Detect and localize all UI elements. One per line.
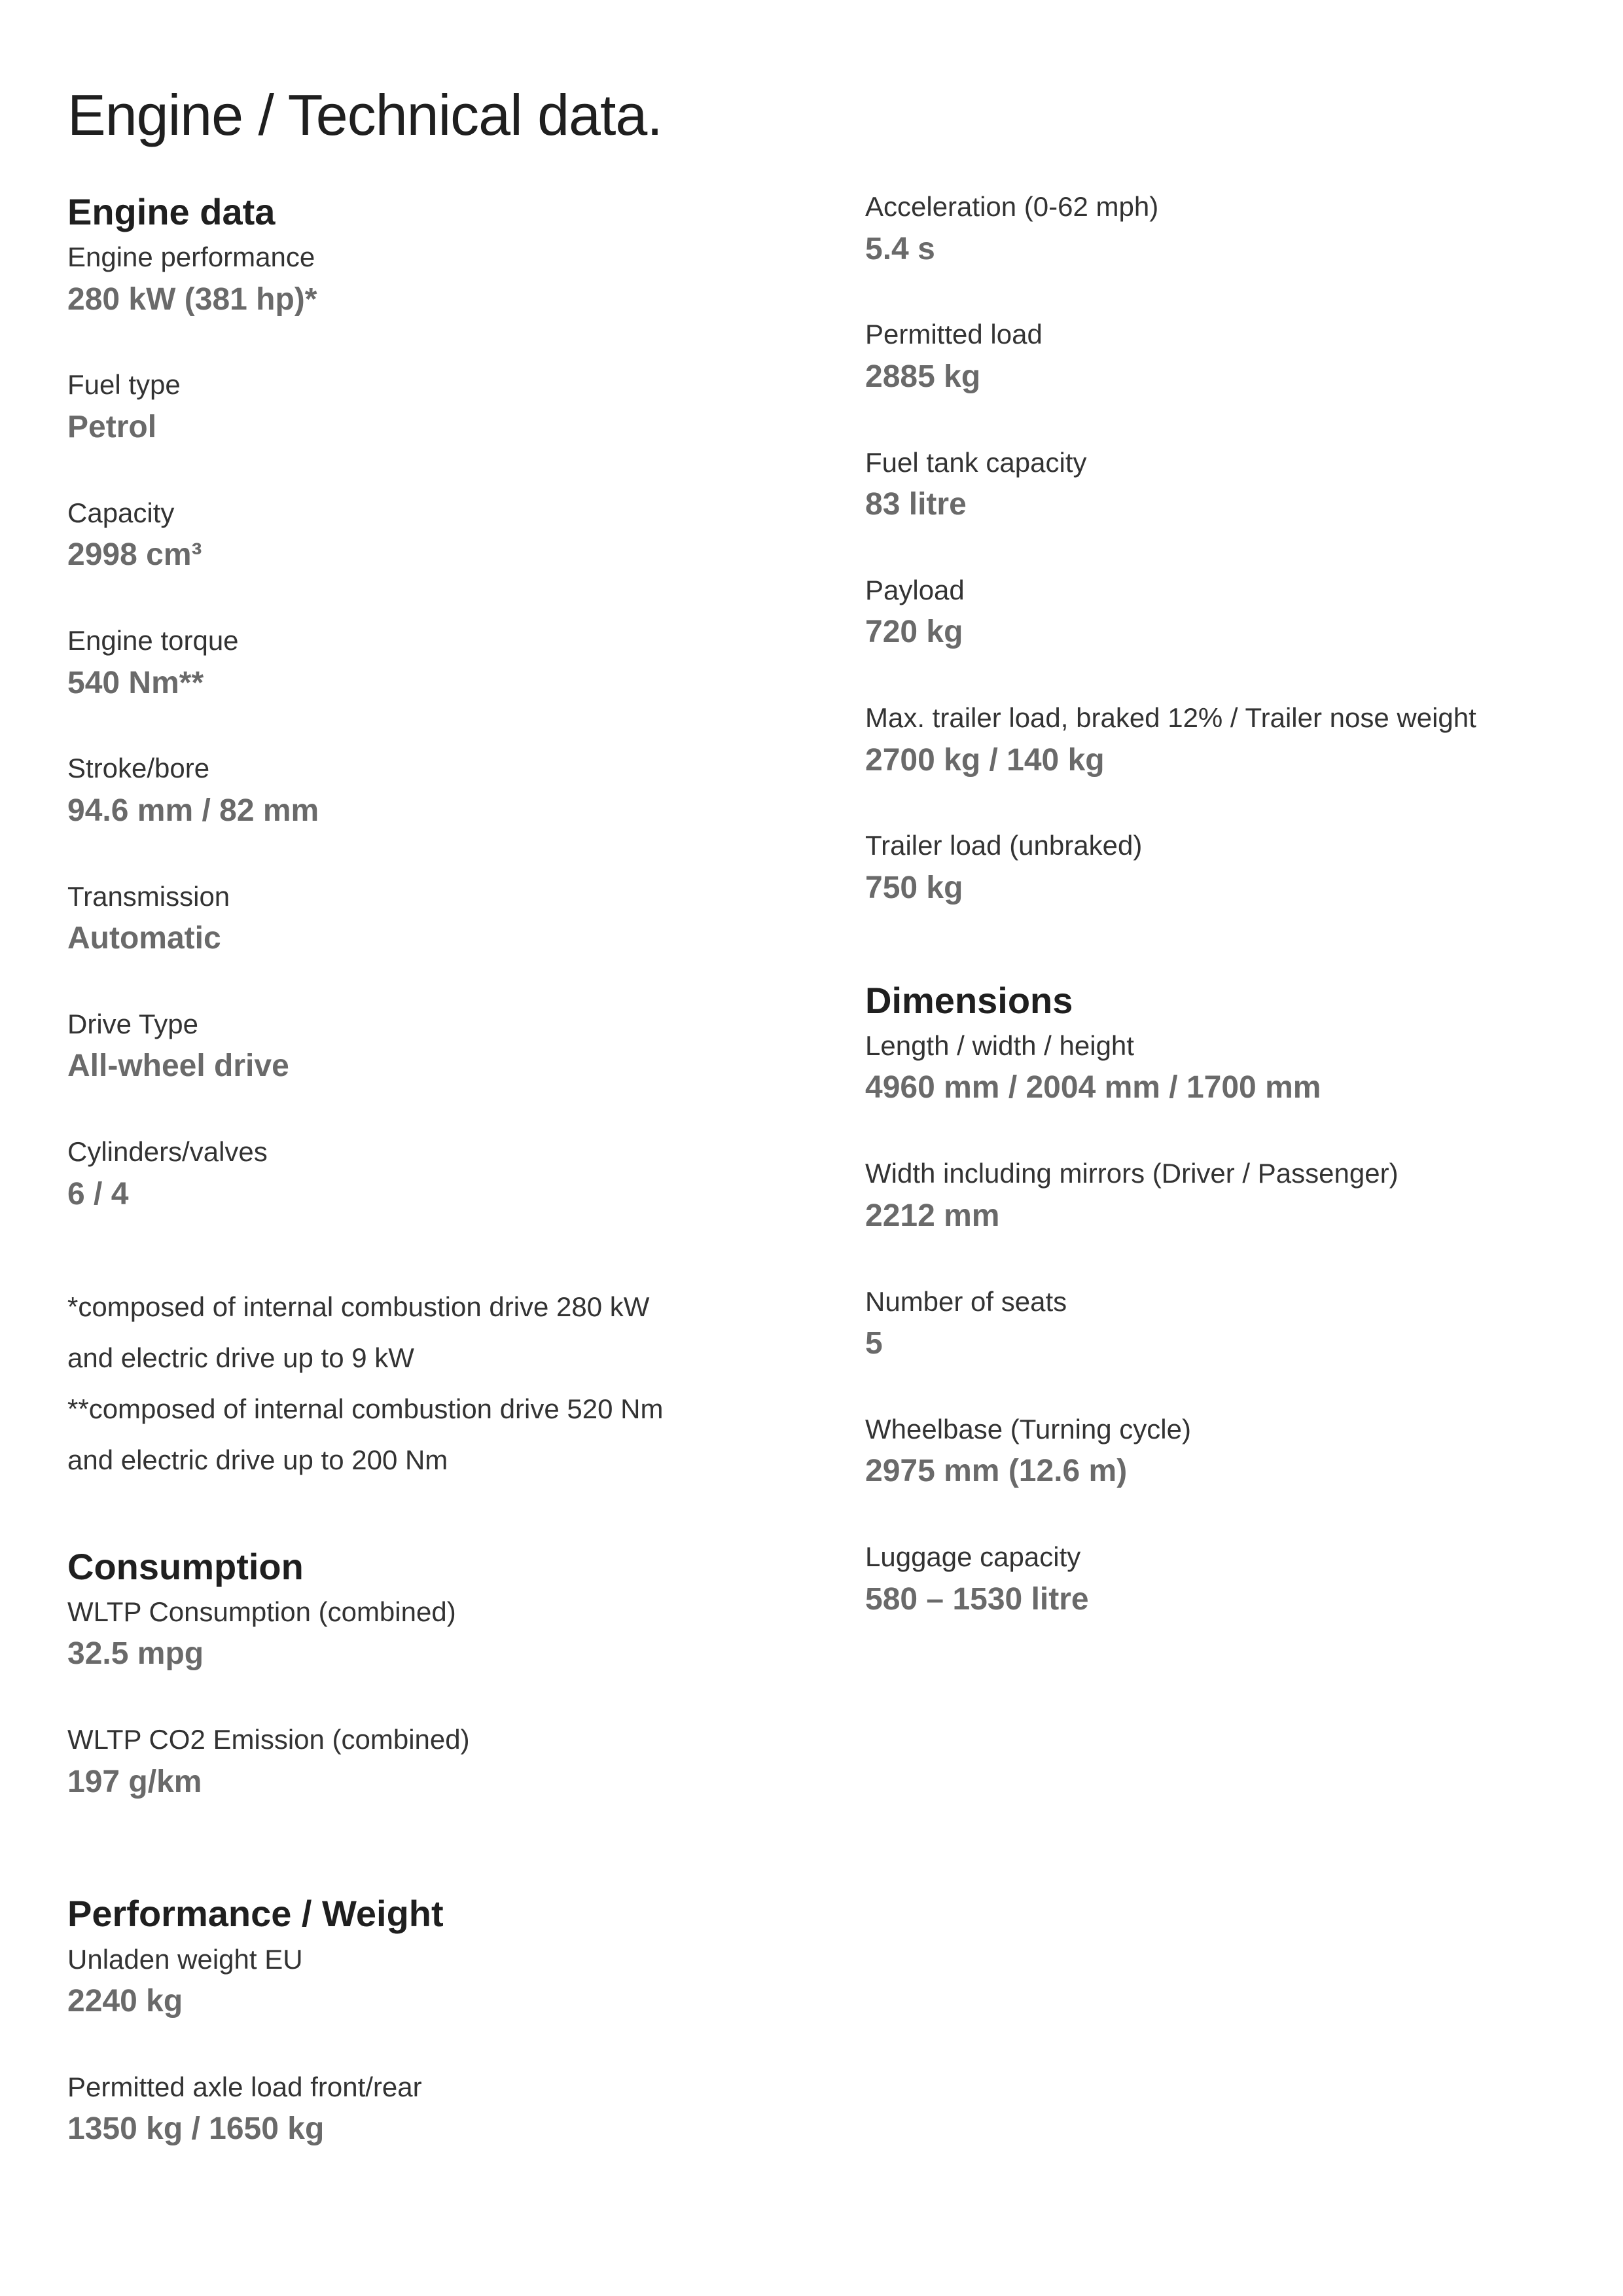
- spec-value: 2240 kg: [67, 1984, 183, 2019]
- spec-value: 2885 kg: [865, 359, 981, 394]
- spec-item-drive-type: [67, 1007, 840, 1088]
- footnote-line: **composed of internal combustion drive 520 Nm: [67, 1393, 664, 1424]
- spec-label: WLTP Consumption (combined): [67, 1596, 456, 1627]
- spec-item-transmission: [67, 880, 840, 960]
- spec-label: Engine performance: [67, 242, 315, 273]
- performance-weight-continued: [865, 190, 1585, 910]
- spec-value: 280 kW (381 hp)*: [67, 281, 317, 317]
- spec-label: Acceleration (0-62 mph): [865, 191, 1159, 222]
- performance-weight-section: [67, 1892, 840, 2151]
- spec-item-capacity: [67, 496, 840, 577]
- spec-label: Engine torque: [67, 625, 239, 656]
- spec-label: Permitted axle load front/rear: [67, 2071, 422, 2102]
- spec-value: 5: [865, 1326, 883, 1361]
- spec-label: Length / width / height: [865, 1030, 1134, 1061]
- spec-label: Fuel tank capacity: [865, 446, 1087, 478]
- spec-item-wltp-consumption: [67, 1595, 840, 1676]
- spec-value: 32.5 mpg: [67, 1636, 204, 1672]
- section-heading-consumption: Consumption: [67, 1545, 304, 1587]
- spec-item-permitted-load: [865, 317, 1585, 398]
- footnote-line: *composed of internal combustion drive 280 kW: [67, 1291, 650, 1322]
- spec-label: WLTP CO2 Emission (combined): [67, 1724, 470, 1755]
- spec-item-luggage: [865, 1540, 1585, 1621]
- spec-item-seats: [865, 1285, 1585, 1365]
- spec-value: 197 g/km: [67, 1764, 202, 1799]
- section-heading-engine-data: Engine data: [67, 191, 276, 232]
- right-column: [865, 190, 1585, 1621]
- spec-value: Automatic: [67, 921, 221, 956]
- spec-item-trailer-unbraked: [865, 829, 1585, 909]
- spec-value: 2975 mm (12.6 m): [865, 1454, 1128, 1489]
- spec-label: Drive Type: [67, 1008, 198, 1039]
- spec-label: Trailer load (unbraked): [865, 830, 1143, 861]
- spec-item-engine-torque: [67, 624, 840, 704]
- spec-item-length-width-height: [865, 1029, 1585, 1109]
- spec-value: 83 litre: [865, 487, 967, 522]
- spec-item-cylinders-valves: [67, 1135, 840, 1215]
- spec-item-wheelbase: [865, 1412, 1585, 1493]
- spec-label: Cylinders/valves: [67, 1136, 268, 1168]
- spec-item-payload: [865, 573, 1585, 654]
- spec-label: Width including mirrors (Driver / Passenger): [865, 1158, 1399, 1189]
- spec-value: 750 kg: [865, 870, 963, 905]
- spec-item-fuel-tank: [865, 446, 1585, 526]
- spec-item-fuel-type: [67, 368, 840, 448]
- footnote-line: and electric drive up to 9 kW: [67, 1342, 414, 1373]
- section-heading-performance-weight: Performance / Weight: [67, 1893, 444, 1935]
- spec-value: All-wheel drive: [67, 1049, 289, 1084]
- spec-item-acceleration: [865, 190, 1585, 270]
- section-heading-dimensions: Dimensions: [865, 979, 1073, 1021]
- spec-value: 2212 mm: [865, 1198, 1000, 1233]
- footnote-line: and electric drive up to 200 Nm: [67, 1444, 448, 1475]
- spec-label: Unladen weight EU: [67, 1943, 303, 1975]
- spec-item-wltp-co2: [67, 1723, 840, 1803]
- footnotes: [67, 1282, 840, 1486]
- page-title: Engine / Technical data.: [67, 82, 662, 147]
- spec-item-stroke-bore: [67, 751, 840, 832]
- spec-value: 540 Nm**: [67, 665, 204, 700]
- spec-value: 720 kg: [865, 615, 963, 650]
- left-column: [67, 190, 840, 2151]
- spec-value: Petrol: [67, 409, 157, 444]
- spec-item-width-mirrors: [865, 1157, 1585, 1237]
- spec-label: Wheelbase (Turning cycle): [865, 1413, 1191, 1444]
- spec-label: Number of seats: [865, 1285, 1067, 1317]
- spec-label: Transmission: [67, 880, 230, 912]
- spec-item-unladen-weight: [67, 1943, 840, 2023]
- spec-item-trailer-braked: [865, 701, 1585, 781]
- spec-label: Max. trailer load, braked 12% / Trailer nose weight: [865, 702, 1476, 734]
- spec-label: Capacity: [67, 497, 175, 528]
- spec-label: Stroke/bore: [67, 753, 210, 784]
- consumption-section: [67, 1545, 840, 1804]
- spec-item-axle-load: [67, 2070, 840, 2151]
- spec-value: 6 / 4: [67, 1176, 129, 1211]
- spec-label: Payload: [865, 574, 965, 605]
- spec-label: Luggage capacity: [865, 1541, 1081, 1573]
- spec-value: 94.6 mm / 82 mm: [67, 793, 319, 828]
- spec-item-engine-performance: [67, 240, 840, 321]
- spec-label: Permitted load: [865, 319, 1043, 350]
- spec-label: Fuel type: [67, 369, 181, 401]
- engine-data-section: [67, 190, 840, 1486]
- dimensions-section: [865, 978, 1585, 1621]
- spec-value: 580 – 1530 litre: [865, 1581, 1089, 1617]
- spec-value: 5.4 s: [865, 231, 935, 266]
- spec-value: 2700 kg / 140 kg: [865, 742, 1105, 778]
- spec-value: 2998 cm³: [67, 537, 202, 573]
- spec-value: 1350 kg / 1650 kg: [67, 2111, 325, 2147]
- spec-value: 4960 mm / 2004 mm / 1700 mm: [865, 1070, 1321, 1105]
